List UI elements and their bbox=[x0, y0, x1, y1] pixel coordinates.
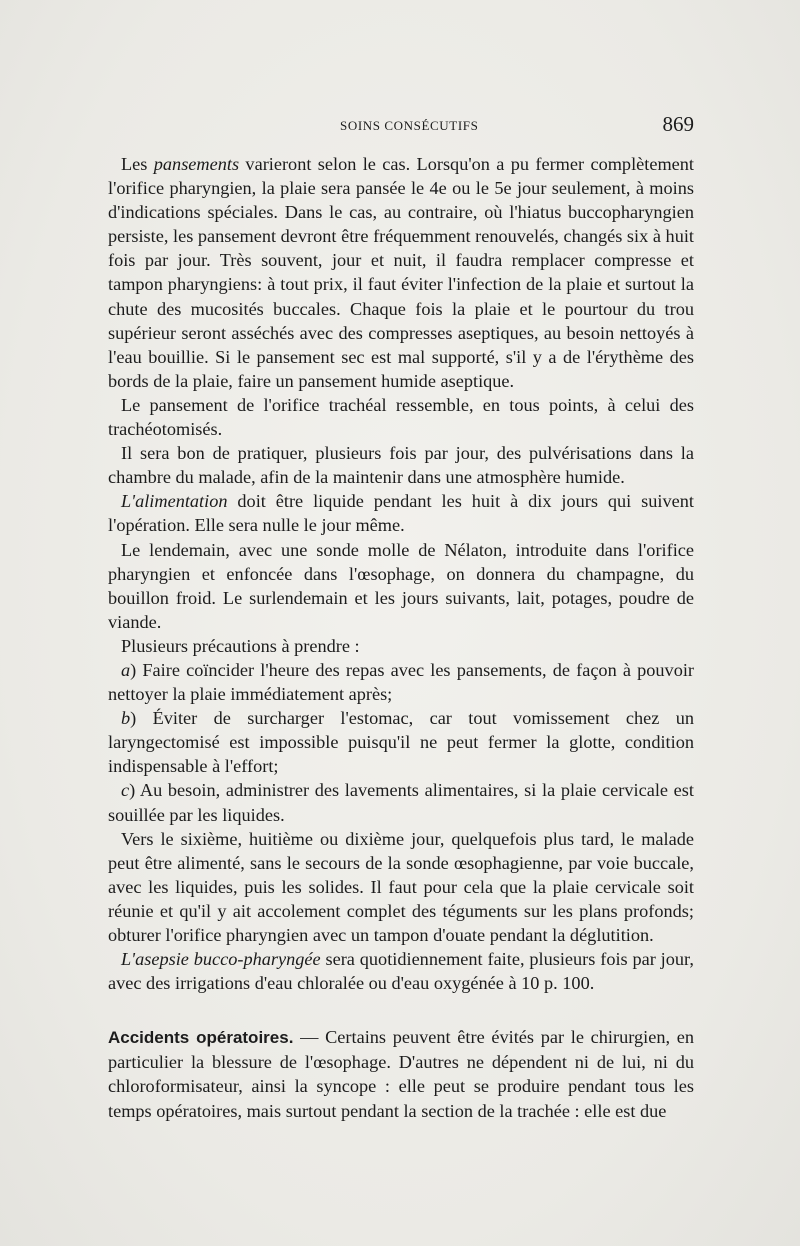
list-item-b: b) Éviter de surcharger l'estomac, car tout vomissement chez un laryngectomisé est impossible puisqu'il ne peut fermer la glotte, condition indispensable à l'effort; bbox=[108, 708, 694, 777]
paragraph-alimentation: L'alimentation doit être liquide pendant les huit à dix jours qui suivent l'opération. Elle sera nulle le jour même. bbox=[108, 491, 694, 536]
page-header bbox=[108, 112, 694, 142]
section-accidents-operatoires bbox=[108, 1025, 694, 1122]
list-item-c: c) Au besoin, administrer des lavements alimentaires, si la plaie cervicale est souillée par les liquides. bbox=[108, 780, 694, 825]
paragraph-pansements: Les pansements varieront selon le cas. Lorsqu'on a pu fermer complètement l'orifice pharyngien, la plaie sera pansée le 4e ou le 5e jour seulement, à moins d'indications spéciales. Dans le cas, au contraire, où l'hiatus buccopharyngien persiste, les pansement devront être fréquemment renouvelés, changés six à huit fois par jour. Très souvent, jour et nuit, il faudra remplacer compresse et tampon pharyngiens: à tout prix, il faut éviter l'infection de la plaie et surtout la chute des mucosités buccales. Chaque fois la plaie et le pourtour du trou supérieur seront asséchés avec des compresses aseptiques, au besoin nettoyés à l'eau bouillie. Si le pansement sec est mal supporté, s'il y a de l'érythème des bords de la plaie, faire un pansement humide aseptique. bbox=[108, 154, 695, 391]
list-item-a: a) Faire coïncider l'heure des repas avec les pansements, de façon à pouvoir nettoyer la plaie immédiatement après; bbox=[108, 659, 694, 705]
paragraph-orifice-tracheal: Le pansement de l'orifice trachéal ressemble, en tous points, à celui des trachéotomisés. bbox=[108, 394, 694, 440]
paragraph-pulverisations: Il sera bon de pratiquer, plusieurs fois par jour, des pulvérisations dans la chambre du malade, afin de la maintenir dans une atmosphère humide. bbox=[108, 443, 694, 488]
paragraph-alimentation-buccale: Vers le sixième, huitième ou dixième jour, quelquefois plus tard, le malade peut être alimenté, sans le secours de la sonde œsophagienne, par voie buccale, avec les liquides, puis les solides. Il faut pour cela que la plaie cervicale soit réunie et qu'il y ait accolement complet des téguments sur les plans profonds; obturer l'orifice pharyngien avec un tampon d'ouate pendant la déglutition. bbox=[108, 828, 694, 945]
section-text: — Certains peuvent être évités par le chirurgien, en particulier la blessure de l'œsophage. D'autres ne dépendent ni de lui, ni du chloroformisateur, ainsi la syncope : elle peut se produire pendant tous les temps opératoires, mais surtout pendant la section de la trachée : elle est due bbox=[108, 1027, 695, 1121]
paragraph-lendemain: Le lendemain, avec une sonde molle de Nélaton, introduite dans l'orifice pharyngien et enfoncée dans l'œsophage, on donnera du champagne, du bouillon froid. Le surlendemain et les jours suivants, lait, potages, poudre de viande. bbox=[108, 539, 694, 632]
paragraph-asepsie: L'asepsie bucco-pharyngée sera quotidiennement faite, plusieurs fois par jour, avec des irrigations d'eau chloralée ou d'eau oxygénée à 10 p. 100. bbox=[108, 949, 694, 994]
paragraph-precautions: Plusieurs précautions à prendre : bbox=[121, 635, 360, 656]
section-title: Accidents opératoires. bbox=[108, 1028, 294, 1048]
page-number: 869 bbox=[662, 112, 694, 136]
body-text bbox=[108, 152, 694, 1123]
running-head: SOINS CONSÉCUTIFS bbox=[340, 118, 479, 133]
